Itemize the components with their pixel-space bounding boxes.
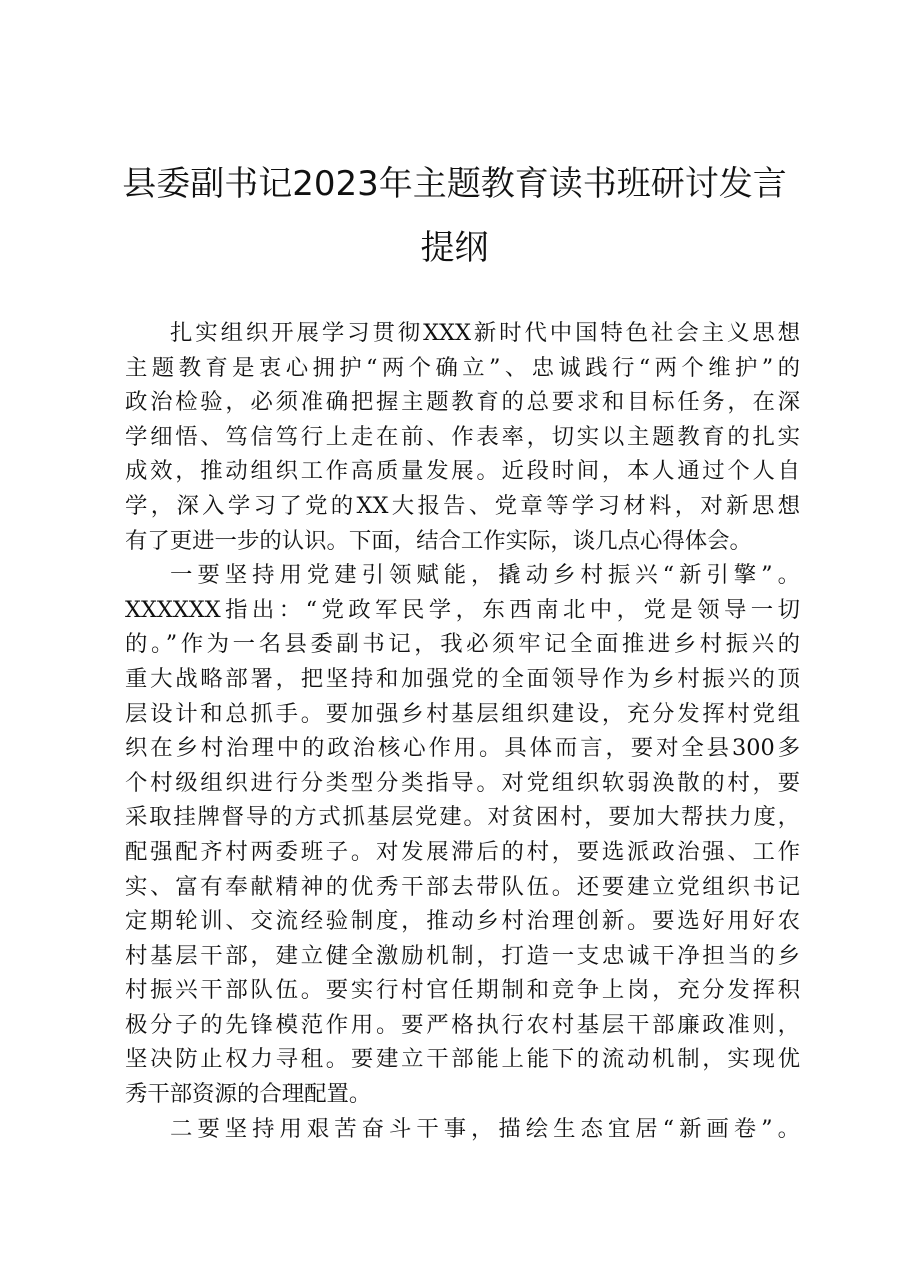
text-line: 成效，推动组织工作高质量发展。近段时间，本人通过个人自	[125, 458, 800, 485]
text-line: XXXXXX指出：“党政军民学，东西南北中，党是领导一切	[125, 596, 800, 623]
text-line: 一要坚持用党建引领赋能，撬动乡村振兴“新引擎”。	[170, 562, 800, 589]
paragraph-intro	[125, 316, 800, 558]
text-line: 的。”作为一名县委副书记，我必须牢记全面推进乡村振兴的	[125, 631, 800, 658]
text-line: 层设计和总抓手。要加强乡村基层组织建设，充分发挥村党组	[125, 700, 800, 727]
text-line: 村振兴干部队伍。要实行村官任期制和竞争上岗，充分发挥积	[125, 977, 800, 1004]
text-line: 织在乡村治理中的政治核心作用。具体而言，要对全县300多	[125, 735, 800, 762]
text-line: 秀干部资源的合理配置。	[125, 1081, 372, 1108]
text-line: 定期轮训、交流经验制度，推动乡村治理创新。要选好用好农	[125, 908, 800, 935]
text-line: 学细悟、笃信笃行上走在前、作表率，切实以主题教育的扎实	[125, 423, 800, 450]
text-line: 主题教育是衷心拥护“两个确立”、忠诚践行“两个维护”的	[125, 354, 800, 381]
text-line: 有了更进一步的认识。下面，结合工作实际，谈几点心得体会。	[125, 527, 752, 554]
text-line: 极分子的先锋模范作用。要严格执行农村基层干部廉政准则，	[125, 1011, 800, 1038]
document-title-line-1: 县委副书记2023年主题教育读书班研讨发言	[122, 164, 787, 204]
text-line: 二要坚持用艰苦奋斗干事，描绘生态宜居“新画卷”。	[170, 1115, 800, 1142]
text-line: 重大战略部署，把坚持和加强党的全面领导作为乡村振兴的顶	[125, 665, 800, 692]
text-line: 配强配齐村两委班子。对发展滞后的村，要选派政治强、工作	[125, 838, 800, 865]
text-line: 学，深入学习了党的XX大报告、党章等学习材料，对新思想	[125, 492, 800, 519]
text-line: 采取挂牌督导的方式抓基层党建。对贫困村，要加大帮扶力度，	[125, 804, 800, 831]
document-title-line-2: 提纲	[420, 228, 489, 268]
paragraph-point-one	[125, 558, 800, 1112]
text-line: 政治检验，必须准确把握主题教育的总要求和目标任务，在深	[125, 389, 800, 416]
text-line: 实、富有奉献精神的优秀干部去带队伍。还要建立党组织书记	[125, 873, 800, 900]
text-line: 村基层干部，建立健全激励机制，打造一支忠诚干净担当的乡	[125, 942, 800, 969]
paragraph-point-two	[125, 1112, 800, 1147]
text-line: 扎实组织开展学习贯彻XXX新时代中国特色社会主义思想	[170, 320, 800, 346]
text-line: 个村级组织进行分类型分类指导。对党组织软弱涣散的村，要	[125, 769, 800, 796]
document-body	[125, 316, 800, 1146]
text-line: 坚决防止权力寻租。要建立干部能上能下的流动机制，实现优	[125, 1046, 800, 1073]
